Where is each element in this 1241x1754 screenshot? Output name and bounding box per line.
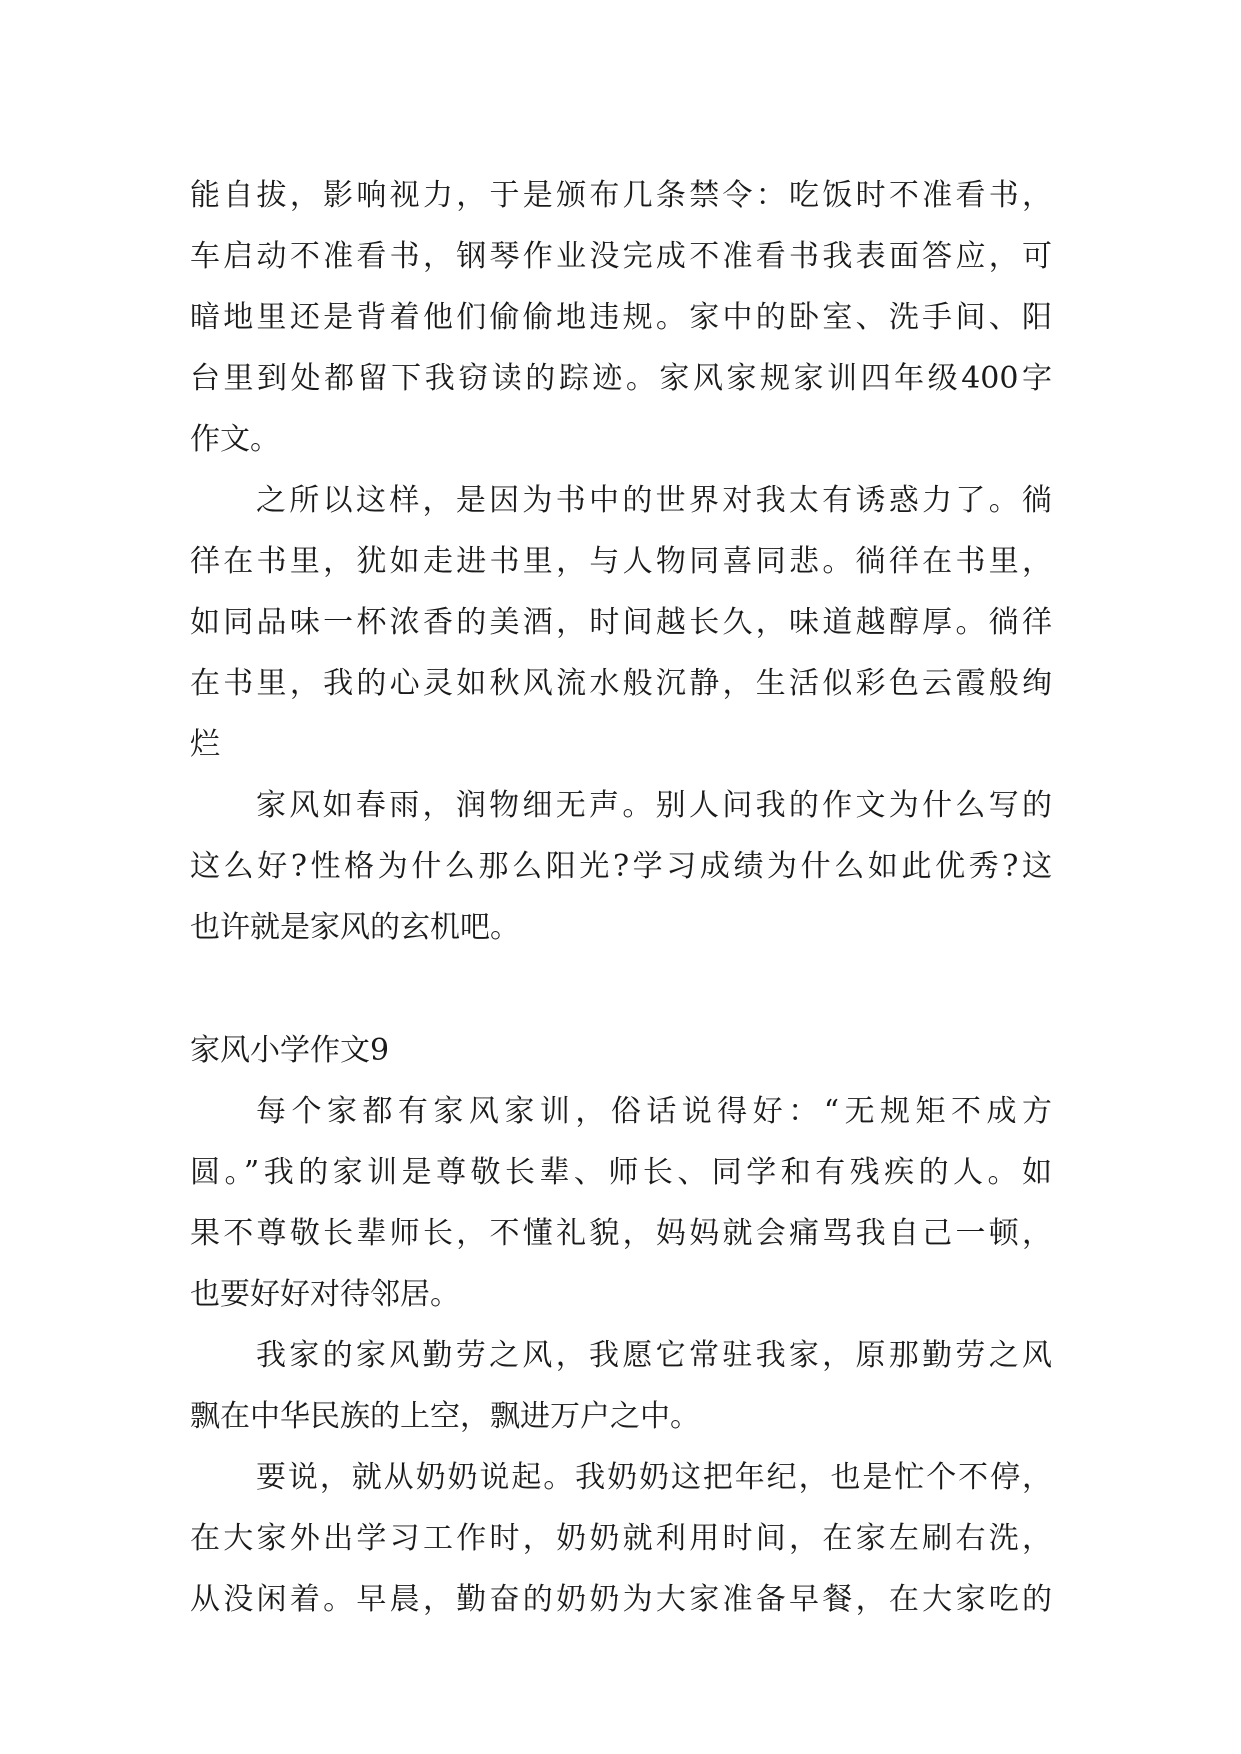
text-line: 作文。 (190, 422, 280, 457)
paragraph-3 (190, 775, 1052, 958)
text-line: 烂 (190, 727, 220, 762)
paragraph-6 (190, 1447, 1052, 1630)
text-line: 飘在中华民族的上空，飘进万户之中。 (190, 1399, 700, 1434)
text-line: 之所以这样，是因为书中的世界对我太有诱惑力了。徜 (256, 483, 1052, 518)
text-line: 从没闲着。早晨，勤奋的奶奶为大家准备早餐，在大家吃的 (190, 1582, 1052, 1617)
text-line: 在书里，我的心灵如秋风流水般沉静，生活似彩色云霞般绚 (190, 666, 1052, 701)
paragraph-1 (190, 165, 1052, 470)
paragraph-4 (190, 1081, 1052, 1325)
paragraph-2 (190, 470, 1052, 775)
paragraph-5 (190, 1325, 1052, 1447)
text-line: 果不尊敬长辈师长，不懂礼貌，妈妈就会痛骂我自己一顿， (190, 1216, 1052, 1251)
text-line: 我家的家风勤劳之风，我愿它常驻我家，原那勤劳之风 (256, 1338, 1052, 1373)
text-line: 如同品味一杯浓香的美酒，时间越长久，味道越醇厚。徜徉 (190, 605, 1052, 640)
text-line: 台里到处都留下我窃读的踪迹。家风家规家训四年级400字 (190, 361, 1052, 396)
text-line: 也要好好对待邻居。 (190, 1277, 460, 1312)
section-spacer (190, 958, 1052, 1020)
text-line: 在大家外出学习工作时，奶奶就利用时间，在家左刷右洗， (190, 1521, 1052, 1556)
text-line: 每个家都有家风家训，俗话说得好：“无规矩不成方 (256, 1094, 1052, 1129)
document-page (190, 165, 1052, 1725)
text-line: 也许就是家风的玄机吧。 (190, 910, 520, 945)
text-line: 能自拔，影响视力，于是颁布几条禁令：吃饭时不准看书， (190, 178, 1052, 213)
text-line: 圆。”我的家训是尊敬长辈、师长、同学和有残疾的人。如 (190, 1155, 1052, 1190)
text-line: 要说，就从奶奶说起。我奶奶这把年纪，也是忙个不停， (256, 1460, 1052, 1495)
text-line: 徉在书里，犹如走进书里，与人物同喜同悲。徜徉在书里， (190, 544, 1052, 579)
section-heading: 家风小学作文9 (190, 1033, 390, 1068)
text-line: 家风如春雨，润物细无声。别人问我的作文为什么写的 (256, 788, 1052, 823)
text-line: 车启动不准看书，钢琴作业没完成不准看书我表面答应，可 (190, 239, 1052, 274)
text-line: 这么好?性格为什么那么阳光?学习成绩为什么如此优秀?这 (190, 849, 1052, 884)
text-line: 暗地里还是背着他们偷偷地违规。家中的卧室、洗手间、阳 (190, 300, 1052, 335)
